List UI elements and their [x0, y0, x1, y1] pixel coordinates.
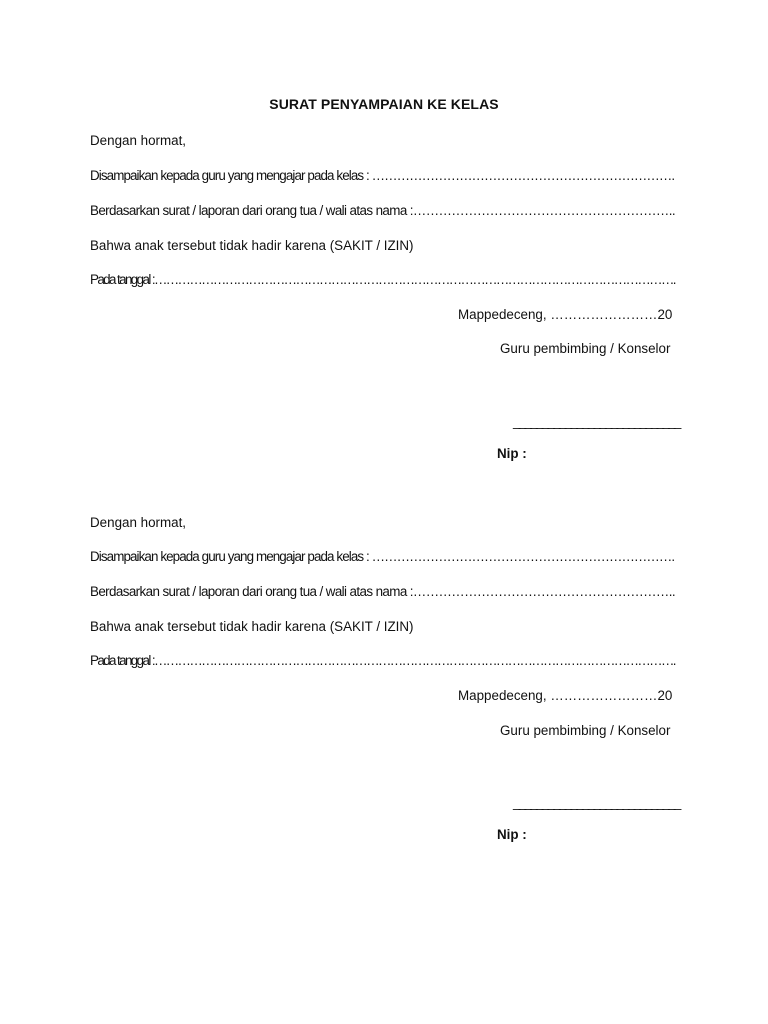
date-line: Pada tanggal :……………………………………………………………………………………………………………………. — [90, 653, 675, 668]
signature-line: _____________________________ — [513, 414, 680, 429]
greeting: Dengan hormat, — [90, 133, 187, 148]
greeting: Dengan hormat, — [90, 515, 187, 530]
nip-label: Nip : — [497, 827, 527, 842]
document-title: SURAT PENYAMPAIAN KE KELAS — [269, 96, 499, 112]
absence-reason-line: Bahwa anak tersebut tidak hadir karena (SAKIT / IZIN) — [90, 238, 414, 253]
date-line: Pada tanggal :……………………………………………………………………………………………………………………. — [90, 272, 675, 287]
signature-line: _____________________________ — [513, 795, 680, 810]
report-name-line: Berdasarkan surat / laporan dari orang tua / wali atas nama :…………………………………………………….. — [90, 584, 675, 599]
report-name-line: Berdasarkan surat / laporan dari orang tua / wali atas nama :…………………………………………………….. — [90, 203, 675, 218]
place-date: Mappedeceng, ……………………20 — [458, 688, 673, 703]
absence-reason-line: Bahwa anak tersebut tidak hadir karena (SAKIT / IZIN) — [90, 619, 414, 634]
signer-role: Guru pembimbing / Konselor — [500, 723, 671, 738]
place-date: Mappedeceng, ……………………20 — [458, 307, 673, 322]
teacher-class-line: Disampaikan kepada guru yang mengajar pada kelas : ………………………………………………………………. — [90, 549, 675, 564]
nip-label: Nip : — [497, 446, 527, 461]
teacher-class-line: Disampaikan kepada guru yang mengajar pada kelas : ………………………………………………………………. — [90, 168, 675, 183]
signer-role: Guru pembimbing / Konselor — [500, 341, 671, 356]
